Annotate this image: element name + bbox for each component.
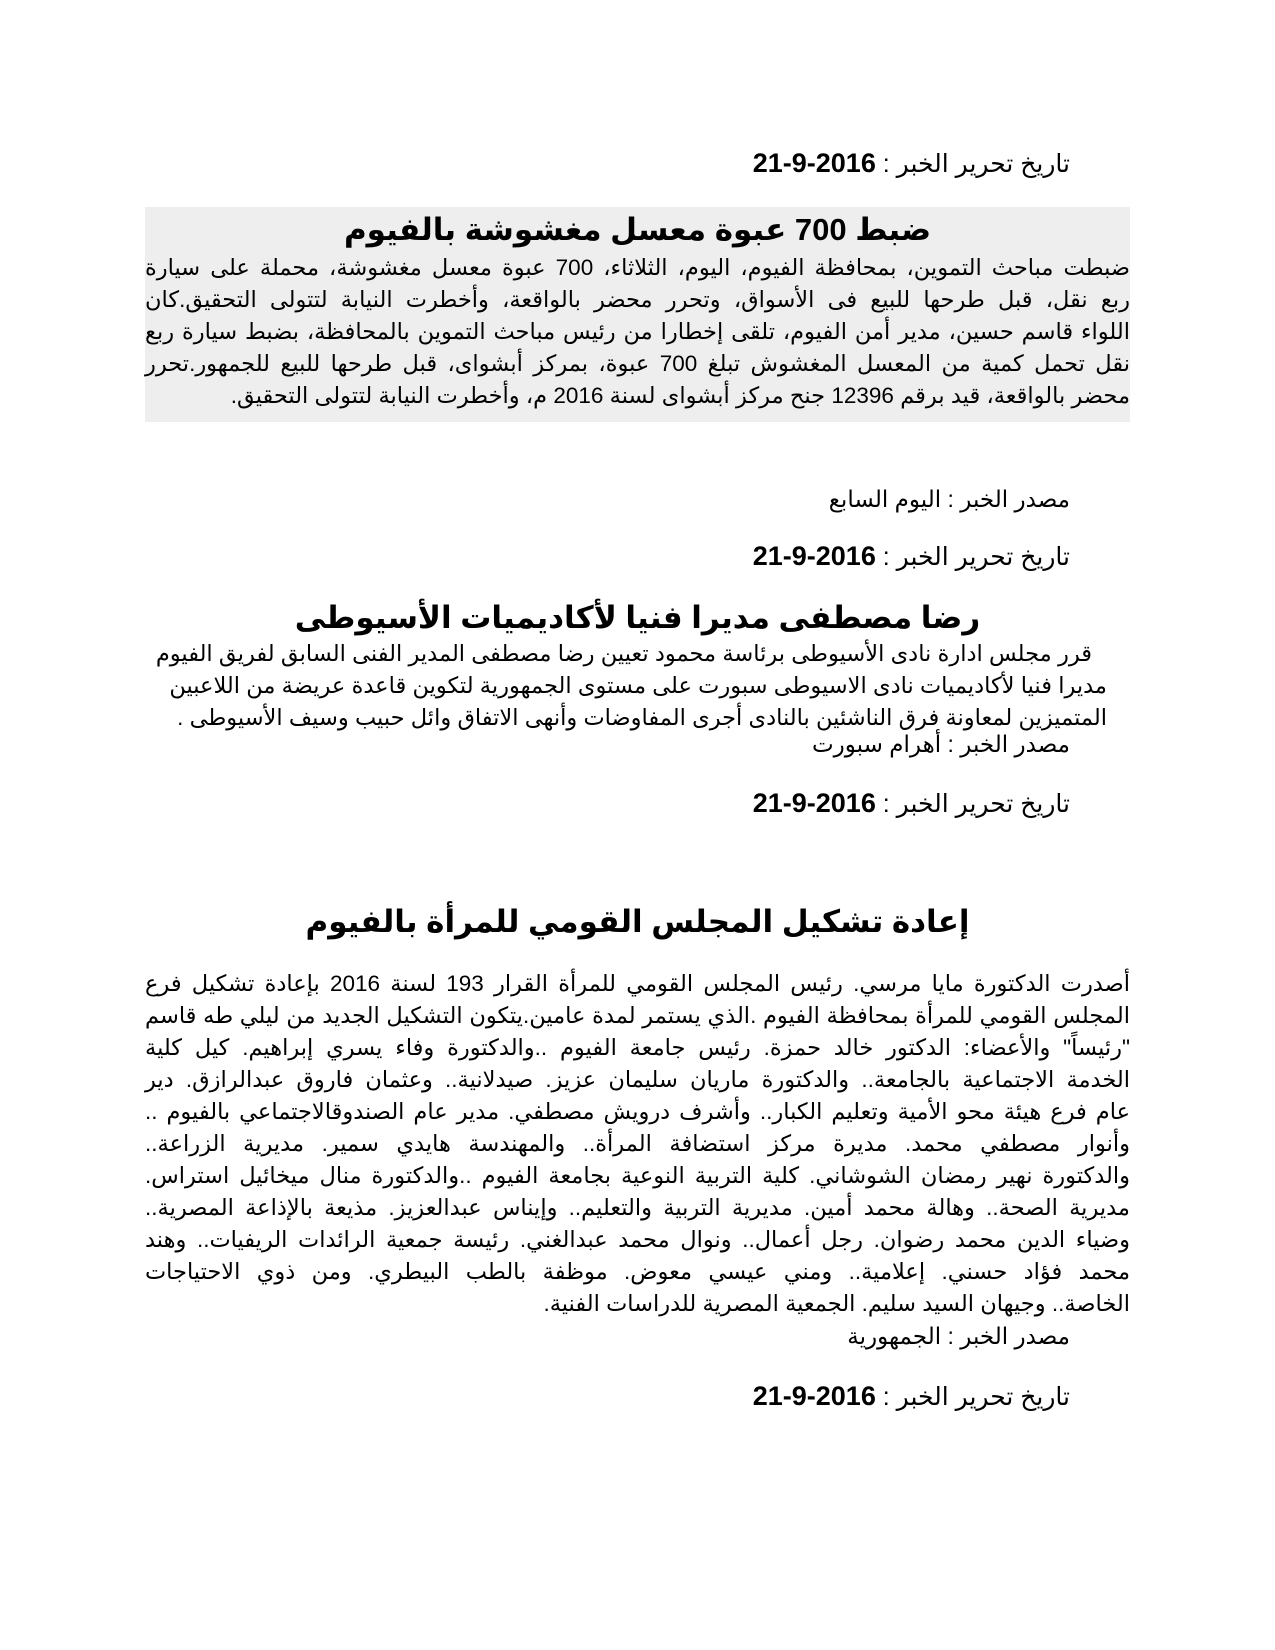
article1-body-line: ضبطت مباحث التموين، بمحافظة الفيوم، اليوم، الثلاثاء، 700 عبوة معسل مغشوشة، محملة على سيارة [145,255,1130,280]
article3-body-line: "رئيساً" والأعضاء: الدكتور خالد حمزة. رئيس جامعة الفيوم ..والدكتورة وفاء يسري إبراهيم. كيل كلية [145,1035,1130,1060]
article3-body-line: عام فرع هيئة محو الأمية وتعليم الكبار.. وأشرف درويش مصطفي. مدير عام الصندوقالاجتماعي بالفيوم .. [145,1099,1130,1124]
article2-date-value: 2016-9-21 [752,541,876,571]
article1-date-value: 2016-9-21 [752,148,876,178]
article2-body [155,638,1107,734]
article1-body [145,252,1130,412]
article3-title: إعادة تشكيل المجلس القومي للمرأة بالفيوم [305,904,970,939]
article2-title: رضا مصطفى مديرا فنيا لأكاديميات الأسيوطى [294,600,981,635]
article1-date [753,150,1070,177]
article3-body-line: الخاصة.. وجيهان السيد سليم. الجمعية المصرية للدراسات الفنية. [543,1291,1130,1316]
article2-source-value: أهرام سبورت [812,731,942,757]
article3-body-line: الخدمة الاجتماعية بالجامعة.. والدكتورة ماريان سليمان عزيز. صيدلانية.. وعثمان فاروق عبدالرازق. دير [145,1067,1130,1092]
article1-date-label: تاريخ تحرير الخبر : [875,150,1070,178]
article3-source-label: مصدر الخبر : [941,1323,1070,1349]
article3-body-line: المجلس القومي للمرأة بمحافظة الفيوم .الذي يستمر لمدة عامين.يتكون التشكيل الجديد من ليلي طه قاسم [145,1003,1130,1028]
article1-body-line: اللواء قاسم حسين، مدير أمن الفيوم، تلقى إخطارا من رئيس مباحث التموين بالمحافظة، بضبط سيارة ربع [145,319,1130,344]
article3-date [753,790,1070,817]
article3-body-line: مديرية الصحة.. وهالة محمد أمين. مديرية التربية والتعليم.. وإيناس عبدالعزيز. مذيعة بالإذاعة المصرية.. [145,1195,1130,1220]
article3-source [847,1325,1070,1348]
article2-date-label: تاريخ تحرير الخبر : [875,543,1070,571]
article1-source-label: مصدر الخبر : [941,486,1070,512]
article2-body-line: مديرا فنيا لأكاديميات نادى الاسيوطى سبورت على مستوى الجمهورية لتكوين قاعدة عريضة من اللاعبين [169,673,1107,698]
article1-source-value: اليوم السابع [828,486,942,512]
article1-body-line: محضر بالواقعة، قيد برقم 12396 جنح مركز أبشواى لسنة 2016 م، وأخطرت النيابة لتتولى التحقيق. [230,383,1130,408]
article3-source-value: الجمهورية [847,1323,942,1349]
article1-body-line: ربع نقل، قبل طرحها للبيع فى الأسواق، وتحرر محضر بالواقعة، وأخطرت النيابة لتتولى التحقيق.كان [145,287,1130,312]
article3-date-label: تاريخ تحرير الخبر : [875,790,1070,818]
article4-date-label: تاريخ تحرير الخبر : [875,1383,1070,1411]
article4-date-value: 2016-9-21 [752,1381,876,1411]
article2-body-line: قرر مجلس ادارة نادى الأسيوطى برئاسة محمود تعيين رضا مصطفى المدير الفنى السابق لفريق الفيوم [155,641,1092,666]
article3-body-line: والدكتورة نهير رمضان الشوشاني. كلية التربية النوعية بجامعة الفيوم ..والدكتورة منال ميخائيل استراس. [145,1163,1130,1188]
article3-body-line: أصدرت الدكتورة مايا مرسي. رئيس المجلس القومي للمرأة القرار 193 لسنة 2016 بإعادة تشكيل فرع [145,971,1130,996]
article2-source-label: مصدر الخبر : [941,731,1070,757]
article2-source [812,733,1070,756]
article1-source [829,488,1070,511]
article3-body-line: محمد فؤاد حسني. إعلامية.. ومني عيسي معوض. موظفة بالطب البيطري. ومن ذوي الاحتياجات [145,1259,1130,1284]
article3-body [145,968,1130,1320]
article2-date [753,543,1070,570]
article1-body-line: نقل تحمل كمية من المعسل المغشوش تبلغ 700 عبوة، بمركز أبشواى، قبل طرحها للبيع للجمهور.تحرر [145,351,1130,376]
article4-date [753,1383,1070,1410]
article3-date-value: 2016-9-21 [752,788,876,818]
article1-title: ضبط 700 عبوة معسل مغشوشة بالفيوم [343,212,932,247]
article2-body-line: المتميزين لمعاونة فرق الناشئين بالنادى أجرى المفاوضات وأنهى الاتفاق وائل حبيب وسيف الأسيوطى . [177,705,1107,730]
article3-body-line: وأنوار مصطفي محمد. مديرة مركز استضافة المرأة.. والمهندسة هايدي سمير. مديرية الزراعة.. [145,1131,1130,1156]
article3-body-line: وضياء الدين محمد رضوان. رجل أعمال.. ونوال محمد عبدالغني. رئيسة جمعية الرائدات الريفيات.. وهند [145,1227,1130,1252]
